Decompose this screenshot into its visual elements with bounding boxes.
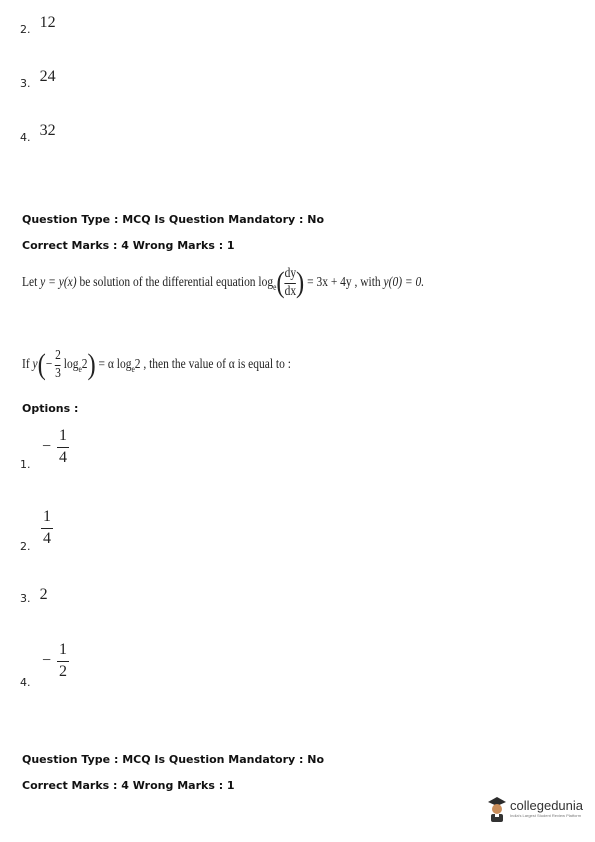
option-number: 2. <box>20 540 31 553</box>
denominator: 4 <box>43 529 51 547</box>
logo-name: collegedunia <box>510 798 584 813</box>
question-text: y = y(x) <box>40 275 77 291</box>
denominator: 4 <box>59 448 68 466</box>
question-text: Let <box>22 275 41 291</box>
two-thirds-fraction <box>55 349 61 381</box>
paren-open: ( <box>37 348 46 381</box>
graduate-icon <box>486 794 508 822</box>
prev-option-4 <box>20 122 56 146</box>
option-fraction <box>57 642 69 681</box>
numerator: dy <box>284 265 297 281</box>
log-base: e <box>273 282 277 293</box>
question-text: 2 , then the value of α is equal to : <box>134 357 291 373</box>
option-3 <box>20 587 48 607</box>
denominator: 3 <box>55 365 61 381</box>
option-2-value <box>41 509 53 548</box>
option-number: 4. <box>20 131 31 144</box>
question-type-line: Question Type : MCQ Is Question Mandatory : No <box>22 213 325 226</box>
denominator: 2 <box>59 662 68 680</box>
question-text: = α log <box>95 357 132 373</box>
option-value: 24 <box>39 68 56 85</box>
paren-close: ) <box>87 348 96 381</box>
paren-close: ) <box>296 266 305 299</box>
fraction-bar <box>41 528 53 529</box>
marks-line: Correct Marks : 4 Wrong Marks : 1 <box>22 779 235 792</box>
question-text: = 3x + 4y , with <box>304 275 384 291</box>
option-value: 12 <box>39 14 56 31</box>
prev-option-2 <box>20 14 56 38</box>
minus-sign: − <box>42 438 52 456</box>
logo-tagline: India's Largest Student Review Platform <box>510 813 582 818</box>
option-4-value <box>42 642 69 681</box>
option-1-value <box>42 428 69 467</box>
denominator: dx <box>284 283 297 299</box>
options-label: Options : <box>22 402 79 415</box>
question-text: y(0) = 0. <box>383 275 425 291</box>
option-number: 3. <box>20 77 31 90</box>
marks-line: Correct Marks : 4 Wrong Marks : 1 <box>22 239 235 252</box>
question-type-line: Question Type : MCQ Is Question Mandatory : No <box>22 753 325 766</box>
option-fraction <box>41 509 53 548</box>
option-value: 2 <box>39 586 48 603</box>
option-number: 1. <box>20 458 31 471</box>
numerator: 1 <box>59 641 68 658</box>
paren-open: ( <box>276 266 285 299</box>
numerator: 1 <box>59 427 68 444</box>
option-number: 3. <box>20 592 31 605</box>
option-fraction <box>57 428 69 467</box>
numerator: 2 <box>55 347 61 363</box>
log-text: log <box>63 357 79 373</box>
log-base: e <box>78 364 82 375</box>
option-number: 4. <box>20 676 31 689</box>
fraction-bar <box>57 661 69 662</box>
log-base: e <box>131 364 135 375</box>
option-number: 2. <box>20 23 31 36</box>
question-text: be solution of the differential equation <box>76 275 259 291</box>
option-value: 32 <box>39 122 56 139</box>
fraction-bar <box>57 447 69 448</box>
question-text: 2 <box>81 357 88 373</box>
log-text: log <box>258 275 274 291</box>
collegedunia-logo <box>486 794 583 822</box>
numerator: 1 <box>43 508 51 525</box>
question-line-1 <box>22 266 424 300</box>
question-text: y <box>32 357 38 373</box>
prev-option-3 <box>20 68 56 92</box>
minus-sign: − <box>42 652 52 670</box>
question-line-2 <box>22 348 291 382</box>
dy-dx-fraction <box>285 267 296 299</box>
minus-sign: − <box>45 357 53 373</box>
question-text: If <box>22 357 33 373</box>
